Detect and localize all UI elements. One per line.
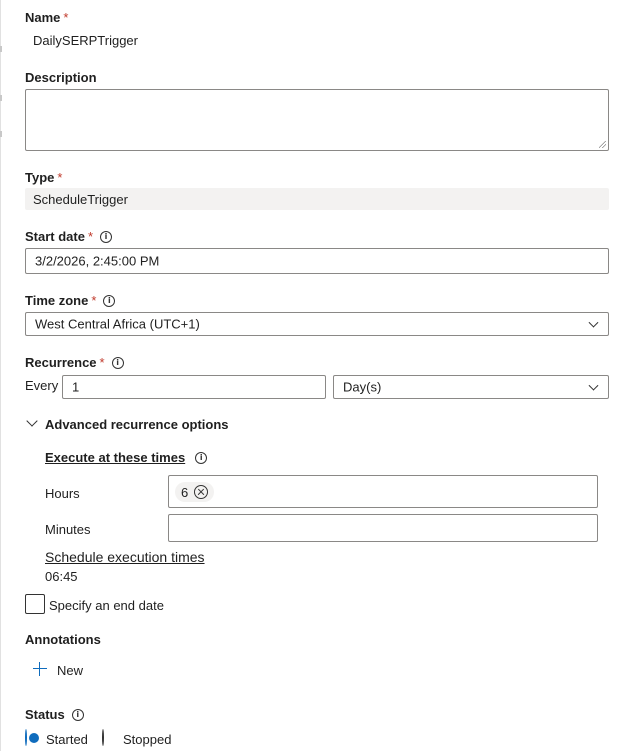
status-started-option[interactable] (25, 729, 95, 749)
radio-started[interactable] (25, 729, 27, 746)
minutes-input[interactable] (168, 514, 598, 542)
info-icon[interactable]: i (103, 295, 115, 307)
hours-input[interactable] (168, 475, 598, 508)
info-icon[interactable]: i (100, 231, 112, 243)
recurrence-interval-input[interactable] (62, 375, 326, 399)
type-label (25, 170, 62, 185)
panel-left-edge (0, 0, 1, 751)
hour-chip-value: 6 (181, 484, 189, 500)
chevron-down-icon (26, 415, 37, 426)
chevron-down-icon (589, 381, 599, 391)
hour-chip (175, 482, 214, 502)
status-stopped-label: Stopped (123, 732, 172, 747)
time-zone-label-text: Time zone (25, 293, 89, 308)
start-date-input[interactable] (25, 248, 609, 274)
execute-times-label: Execute at these times (45, 450, 186, 465)
recurrence-label (25, 355, 124, 370)
type-value: ScheduleTrigger (33, 192, 128, 207)
schedule-execution-times-link[interactable]: Schedule execution times (45, 549, 205, 565)
name-label (25, 10, 68, 25)
end-date-label: Specify an end date (49, 598, 164, 613)
remove-chip-icon[interactable] (194, 485, 208, 499)
annotations-label: Annotations (25, 632, 101, 647)
time-zone-label (25, 293, 115, 308)
minutes-label: Minutes (45, 522, 91, 537)
info-icon[interactable]: i (112, 357, 124, 369)
advanced-recurrence-label: Advanced recurrence options (45, 417, 229, 432)
status-label-text: Status (25, 707, 65, 722)
required-marker: * (91, 293, 97, 308)
status-label (25, 707, 84, 722)
name-value[interactable]: DailySERPTrigger (33, 33, 138, 48)
new-annotation-button[interactable] (33, 661, 93, 679)
status-stopped-option[interactable] (102, 729, 182, 749)
edge-marker (0, 95, 2, 101)
start-date-label-text: Start date (25, 229, 85, 244)
end-date-checkbox[interactable] (25, 594, 45, 614)
chevron-down-icon (589, 318, 599, 328)
required-marker: * (99, 355, 105, 370)
name-label-text: Name (25, 10, 61, 25)
radio-stopped[interactable] (102, 729, 104, 746)
every-label: Every (25, 378, 59, 393)
recurrence-label-text: Recurrence (25, 355, 97, 370)
edge-marker (0, 46, 2, 52)
resize-handle-icon[interactable] (599, 141, 606, 148)
status-started-label: Started (46, 732, 88, 747)
description-label: Description (25, 70, 97, 85)
time-zone-value: West Central Africa (UTC+1) (35, 316, 200, 332)
schedule-times-value: 06:45 (45, 569, 78, 584)
type-label-text: Type (25, 170, 55, 185)
recurrence-interval-value: 1 (72, 379, 80, 395)
plus-icon (33, 662, 47, 676)
description-textarea[interactable] (25, 89, 609, 151)
required-marker: * (87, 229, 94, 244)
type-field (25, 188, 609, 210)
edge-marker (0, 131, 2, 137)
hours-label: Hours (45, 486, 80, 501)
recurrence-unit-value: Day(s) (343, 379, 382, 395)
execute-times-heading (45, 450, 207, 465)
required-marker: * (57, 170, 63, 185)
recurrence-unit-dropdown[interactable] (333, 375, 609, 399)
info-icon[interactable]: i (72, 709, 84, 721)
start-date-value: 3/2/2026, 2:45:00 PM (35, 253, 160, 269)
start-date-label (25, 229, 112, 244)
advanced-recurrence-toggle[interactable] (25, 415, 229, 433)
required-marker: * (63, 10, 69, 25)
info-icon[interactable]: i (195, 452, 207, 464)
new-annotation-label: New (57, 663, 84, 678)
time-zone-dropdown[interactable] (25, 312, 609, 336)
